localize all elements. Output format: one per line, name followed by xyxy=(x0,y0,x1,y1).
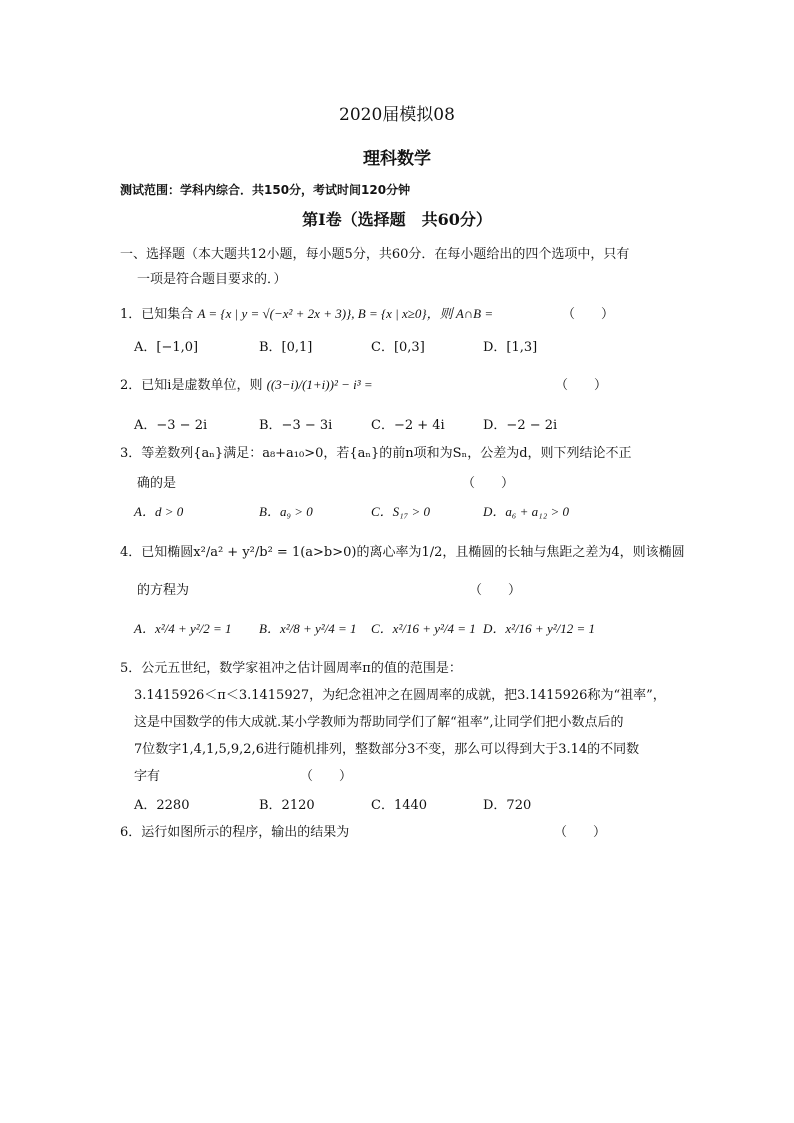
question-text: 公元五世纪，数学家祖冲之估计圆周率π的值的范围是： xyxy=(141,661,462,676)
part-heading: 第Ⅰ卷（选择题 共60分） xyxy=(302,210,492,229)
exam-subject: 理科数学 xyxy=(363,149,431,169)
option-a: A．d > 0 xyxy=(134,504,184,519)
answer-paren: （ ） xyxy=(462,476,515,491)
question-5-line2: 3.1415926＜π＜3.1415927，为纪念祖冲之在圆周率的成就，把3.1415926称为“祖率”， xyxy=(134,688,666,703)
option-b: B．2120 xyxy=(259,798,315,813)
question-1-stem xyxy=(120,303,493,322)
exam-title: 2020届模拟08 xyxy=(339,105,455,125)
question-text: 运行如图所示的程序，输出的结果为 xyxy=(141,825,350,840)
option-a: A．2280 xyxy=(134,798,190,813)
question-text: 已知椭圆x²/a² + y²/b² = 1(a>b>0)的离心率为1/2，且椭圆的长轴与焦距之差为4，则该椭圆 xyxy=(141,545,685,560)
question-text: 已知i是虚数单位，则 xyxy=(141,378,263,393)
question-text: 已知集合 xyxy=(141,307,194,322)
question-number: 1． xyxy=(120,307,142,322)
option-d: D．x²/16 + y²/12 = 1 xyxy=(483,621,595,636)
question-text: 等差数列{aₙ}满足：a₈+a₁₀>0，若{aₙ}的前n项和为Sₙ，公差为d，则下列结论不正 xyxy=(141,446,632,461)
option-d: D．[1,3] xyxy=(483,340,538,355)
option-a: A．[−1,0] xyxy=(134,340,199,355)
option-c: C．x²/16 + y²/4 = 1 xyxy=(371,621,476,636)
question-5-line4: 7位数字1,4,1,5,9,2,6进行随机排列，整数部分3不变，那么可以得到大于3.14的不同数 xyxy=(134,742,640,757)
question-3-stem-cont: 确的是 xyxy=(137,476,177,491)
option-b: B．a₉ > 0 xyxy=(259,504,313,519)
question-5-stem xyxy=(120,657,462,676)
question-number: 6． xyxy=(120,825,142,840)
option-c: C．1440 xyxy=(371,798,428,813)
option-d: D．−2 − 2i xyxy=(483,418,558,433)
answer-paren: （ ） xyxy=(554,825,607,840)
option-a: A．−3 − 2i xyxy=(134,418,208,433)
answer-paren: （ ） xyxy=(555,378,608,393)
answer-paren: （ ） xyxy=(562,307,615,322)
option-d: D．720 xyxy=(483,798,532,813)
option-b: B．−3 − 3i xyxy=(259,418,333,433)
option-c: C．S₁₇ > 0 xyxy=(371,504,430,519)
option-c: C．[0,3] xyxy=(371,340,425,355)
question-1-expression: A = {x | y = √(−x² + 2x + 3)}, B = {x | x≥0}，则 A∩B = xyxy=(197,306,494,321)
question-4-stem xyxy=(120,541,685,560)
section-instruction-line1: 一、选择题（本大题共12小题，每小题5分，共60分．在每小题给出的四个选项中，只有 xyxy=(120,247,630,262)
question-number: 3． xyxy=(120,446,142,461)
question-number: 5． xyxy=(120,661,142,676)
option-b: B．[0,1] xyxy=(259,340,313,355)
question-4-stem-cont: 的方程为 xyxy=(137,583,190,598)
answer-paren: （ ） xyxy=(469,583,522,598)
question-3-stem xyxy=(120,442,632,461)
question-number: 2． xyxy=(120,378,142,393)
section-instruction-line2: 一项是符合题目要求的．） xyxy=(137,272,287,287)
option-b: B．x²/8 + y²/4 = 1 xyxy=(259,621,357,636)
option-c: C．−2 + 4i xyxy=(371,418,445,433)
question-5-line5: 字有 xyxy=(134,769,161,784)
question-2-stem xyxy=(120,374,373,393)
question-6-stem xyxy=(120,821,349,840)
question-5-line3: 这是中国数学的伟大成就.某小学教师为帮助同学们了解“祖率”,让同学们把小数点后的 xyxy=(134,715,624,730)
answer-paren: （ ） xyxy=(300,769,353,784)
option-a: A．x²/4 + y²/2 = 1 xyxy=(134,621,232,636)
exam-scope: 测试范围：学科内综合．共150分，考试时间120分钟 xyxy=(120,183,411,197)
option-d: D．a₆ + a₁₂ > 0 xyxy=(483,504,569,519)
question-number: 4． xyxy=(120,545,142,560)
question-2-expression: ((3−i)/(1+i))² − i³ = xyxy=(266,377,373,392)
